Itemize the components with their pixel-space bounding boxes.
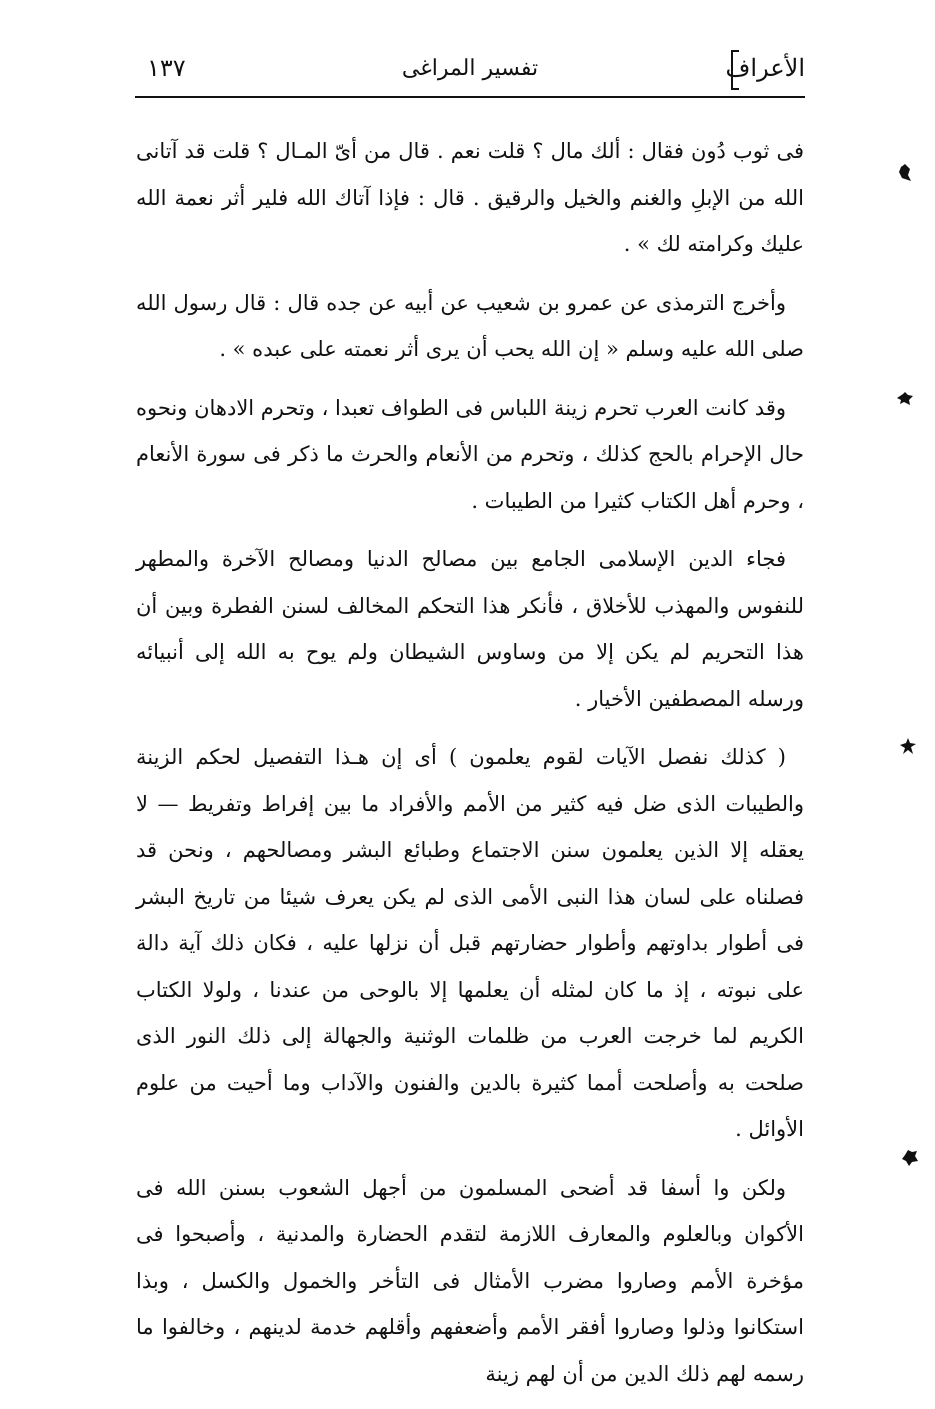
- ink-mark-icon: [902, 1150, 916, 1164]
- book-title: تفسير المراغى: [401, 56, 539, 81]
- paragraph: ولكن وا أسفا قد أضحى المسلمون من أجهل الشعوب بسنن الله فى الأكوان وبالعلوم والمعارف اللازمة لتقدم الحضارة والمدنية ، وأصبحوا فى مؤخرة الأمم وصاروا مضرب الأمثال فى التأخر والخمول والكسل ، وبذا استكانوا وذلوا وصاروا أفقر الأمم وأضعفهم وأقلهم خدمة لدينهم ، وخالفوا ما رسمه لهم ذلك الدين من أن لهم زينة: [136, 1175, 804, 1386]
- body-text: [136, 128, 804, 1409]
- ink-mark-icon: [900, 738, 914, 752]
- paragraph: وأخرج الترمذى عن عمرو بن شعيب عن أبيه عن جده قال : قال رسول الله صلى الله عليه وسلم « إن الله يحب أن يرى أثر نعمته على عبده » .: [136, 290, 804, 361]
- paragraph: فى ثوب دُون فقال : ألك مال ؟ قلت نعم . قال من أىّ المـال ؟ قلت قد آتانى الله من الإبلِ والغنم والخيل والرقيق . قال : فإذا آتاك الله فلير أثر نعمة الله عليك وكرامته لك » .: [136, 139, 804, 256]
- page-number: ١٣٧: [147, 54, 186, 82]
- section-title: الأعراف: [725, 54, 805, 82]
- paragraph: وقد كانت العرب تحرم زينة اللباس فى الطواف تعبدا ، وتحرم الادهان ونحوه حال الإحرام بالحج كذلك ، وتحرم من الأنعام والحرث ما ذكر فى سورة الأنعام ، وحرم أهل الكتاب كثيرا من الطيبات .: [136, 395, 804, 513]
- page-header: [135, 52, 805, 92]
- ink-mark-icon: [897, 392, 911, 406]
- ink-mark-icon: [898, 164, 912, 178]
- header-rule: [135, 96, 805, 98]
- paragraph: فجاء الدين الإسلامى الجامع بين مصالح الدنيا ومصالح الآخرة والمطهر للنفوس والمهذب للأخلاق ، فأنكر هذا التحكم المخالف لسنن الفطرة وبين أن هذا التحريم لم يكن إلا من وساوس الشيطان ولم يوح به الله إلى أنبيائه ورسله المصطفين الأخيار .: [136, 547, 804, 711]
- paragraph: ( كذلك نفصل الآيات لقوم يعلمون ) أى إن هـذا التفصيل لحكم الزينة والطيبات الذى ضل فيه كثير من الأمم والأفراد ما بين إفراط وتفريط — لا يعقله إلا الذين يعلمون سنن الاجتماع وطبائع البشر ومصالحهم ، ونحن قد فصلناه على لسان هذا النبى الأمى الذى لم يكن يعرف شيئا من تاريخ البشر فى أطوار بداوتهم وأطوار حضارتهم قبل أن نزلها عليه ، فكان ذلك آية دالة على نبوته ، إذ ما كان لمثله أن يعلمها إلا بالوحى من عندنا ، ولولا الكتاب الكريم لما خرجت العرب من ظلمات الوثنية والجهالة إلى ذلك النور الذى صلحت به وأصلحت أمما كثيرة بالدين والفنون والآداب وما أحيت من علوم الأوائل .: [136, 745, 804, 1141]
